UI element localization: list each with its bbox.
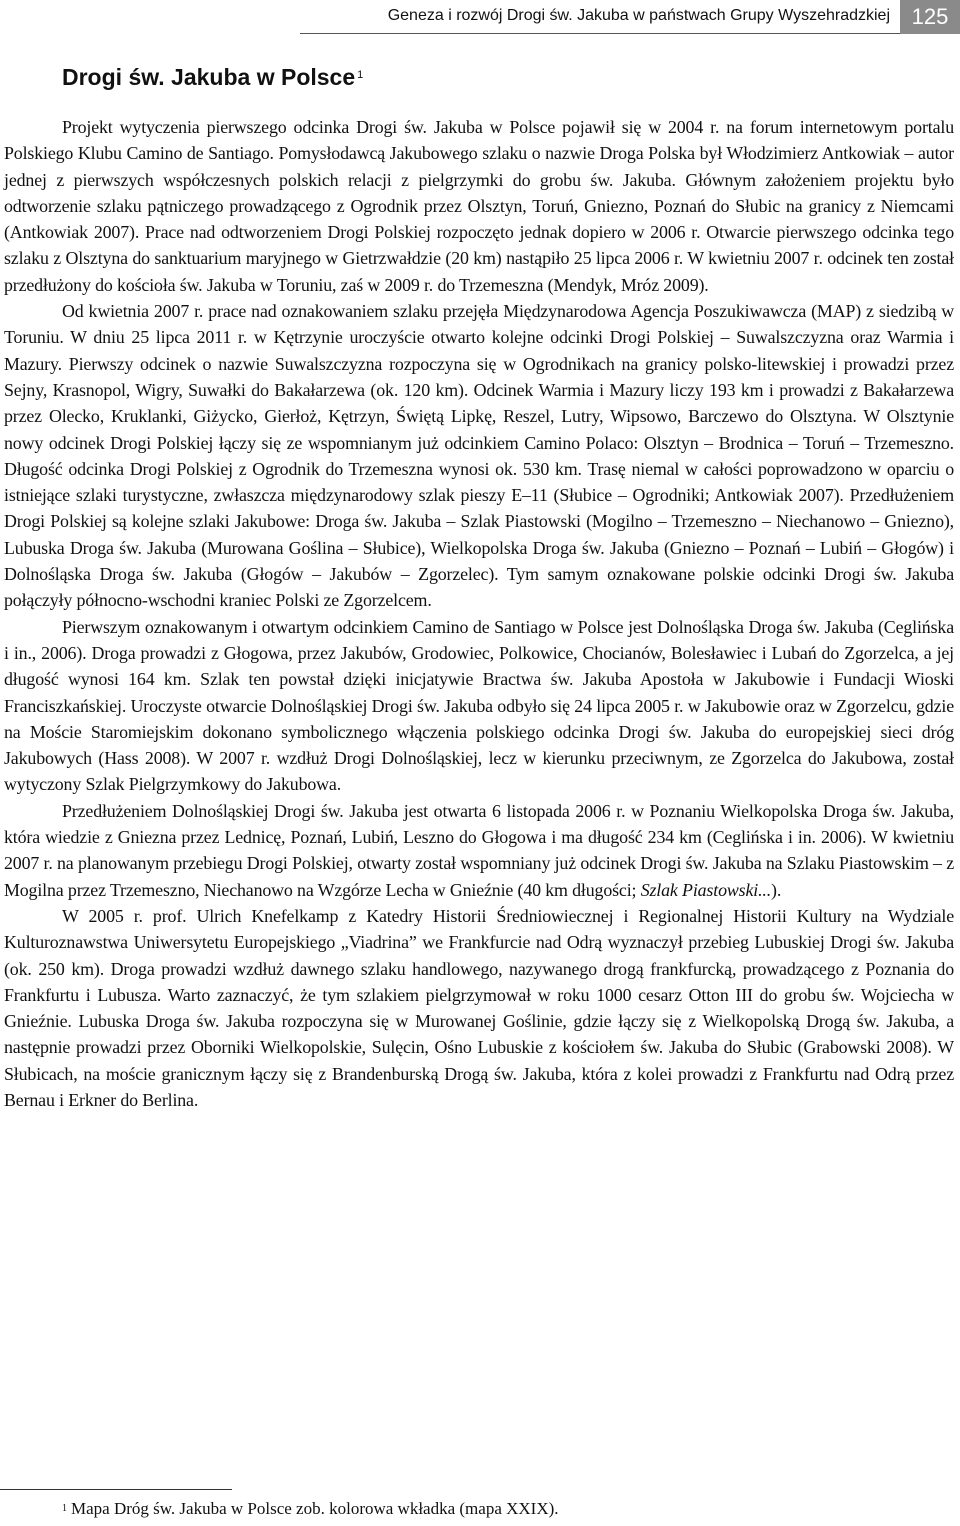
footnote-reference: 1 [357, 69, 364, 81]
running-header [300, 0, 900, 34]
paragraph-4-italic: Szlak Piastowski... [640, 879, 772, 900]
paragraph-1: Projekt wytyczenia pierwszego odcinka Drogi św. Jakuba w Polsce pojawił się w 2004 r. na forum internetowym portalu Polskiego Klubu Camino de Santiago. Pomysłodawcą Jakubowego szlaku o nazwie Droga Polska był Włodzimierz Antkowiak – autor jednej z pierwszych współczesnych polskich relacji z pielgrzymki do grobu św. Jakuba. Głównym założeniem projektu było odtworzenie szlaku pątniczego prowadzącego z Ogrodnik przez Olsztyn, Toruń, Gniezno, Poznań do Słubic na granicy z Niemcami (Antkowiak 2007). Prace nad odtworzeniem Drogi Polskiej rozpoczęto jednak dopiero w 2006 r. Otwarcie pierwszego odcinka tego szlaku z Olsztyna do sanktuarium maryjnego w Gietrzwałdzie (20 km) nastąpiło 25 lipca 2006 r. W kwietniu 2007 r. odcinek ten został przedłużony do kościoła św. Jakuba w Toruniu, zaś w 2009 r. do Trzemeszna (Mendyk, Mróz 2009). [4, 117, 954, 295]
footnote-marker: 1 [62, 1503, 67, 1514]
footnote-text: Mapa Dróg św. Jakuba w Polsce zob. kolorowa wkładka (mapa XXIX). [71, 1499, 559, 1518]
body-text [4, 114, 954, 1113]
page-number: 125 [900, 0, 960, 34]
paragraph-4 [4, 798, 954, 903]
paragraph-5: W 2005 r. prof. Ulrich Knefelkamp z Katedry Historii Średniowiecznej i Regionalnej Historii Kultury na Wydziale Kulturoznawstwa Uniwersytetu Europejskiego „Viadrina” we Frankfurcie nad Odrą wyznaczył przebieg Lubuskiej Drogi św. Jakuba (ok. 250 km). Droga prowadzi wzdłuż dawnego szlaku handlowego, nazywanego drogą frankfurcką, prowadzącego z Poznania do Frankfurtu i Lubusza. Warto zaznaczyć, że tym szlakiem pielgrzymował w roku 1000 cesarz Otton III do grobu św. Wojciecha w Gnieźnie. Lubuska Droga św. Jakuba rozpoczyna się w Murowanej Goślinie, gdzie łączy się z Wielkopolską Drogą św. Jakuba, a następnie prowadzi przez Oborniki Wielkopolskie, Sulęcin, Ośno Lubuskie z kościołem św. Jakuba do Słubic (Grabowski 2008). W Słubicach, na moście granicznym łączy się z Brandenburską Drogą św. Jakuba, która z kolei prowadzi z Frankfurtu nad Odrą przez Bernau i Erkner do Berlina. [4, 905, 954, 1110]
paragraph-4-tail: ). [771, 879, 782, 900]
paragraph-4-text: Przedłużeniem Dolnośląskiej Drogi św. Jakuba jest otwarta 6 listopada 2006 r. w Poznaniu Wielkopolska Droga św. Jakuba, która wiedzie z Gniezna przez Lednicę, Poznań, Lubiń, Leszno do Głogowa i ma długość 234 km (Ceglińska i in. 2006). W kwietniu 2007 r. na planowanym przebiegu Drogi Polskiej, otwarty został wspomniany już odcinek Drogi św. Jakuba na Szlaku Piastowskim – z Mogilna przez Trzemeszno, Niechanowo na Wzgórze Lecha w Gnieźnie (40 km długości; [4, 800, 954, 900]
running-header-title: Geneza i rozwój Drogi św. Jakuba w państwach Grupy Wyszehradzkiej [387, 7, 890, 24]
footnote [62, 1498, 559, 1520]
section-title-text: Drogi św. Jakuba w Polsce [62, 64, 356, 90]
paragraph-2: Od kwietnia 2007 r. prace nad oznakowaniem szlaku przejęła Międzynarodowa Agencja Poszukiwawcza (MAP) z siedzibą w Toruniu. W dniu 25 lipca 2011 r. w Kętrzynie uroczyście otwarto kolejne odcinki Drogi Polskiej – Suwalszczyzna oraz Warmia i Mazury. Pierwszy odcinek o nazwie Suwalszczyzna rozpoczyna się w Ogrodnikach na granicy polsko-litewskiej i prowadzi przez Sejny, Krasnopol, Wigry, Suwałki do Bakałarzewa (ok. 120 km). Odcinek Warmia i Mazury liczy 193 km i prowadzi z Bakałarzewa przez Olecko, Kruklanki, Giżycko, Gierłoż, Kętrzyn, Świętą Lipkę, Reszel, Lutry, Wipsowo, Barczewo do Olsztyna. W Olsztynie nowy odcinek Drogi Polskiej łączy się ze wspomnianym już odcinkiem Camino Polaco: Olsztyn – Brodnica – Toruń – Trzemeszno. Długość odcinka Drogi Polskiej z Ogrodnik do Trzemeszna wynosi ok. 530 km. Trasę niemal w całości poprowadzono w oparciu o istniejące szlaki turystyczne, zwłaszcza międzynarodowy szlak pieszy E–11 (Słubice – Ogrodniki; Antkowiak 2007). Przedłużeniem Drogi Polskiej są kolejne szlaki Jakubowe: Droga św. Jakuba – Szlak Piastowski (Mogilno – Trzemeszno – Niechanowo – Gniezno), Lubuska Droga św. Jakuba (Murowana Goślina – Słubice), Wielkopolska Droga św. Jakuba (Gniezno – Poznań – Lubiń – Głogów) i Dolnośląska Droga św. Jakuba (Głogów – Jakubów – Zgorzelec). Tym samym oznakowane polskie odcinki Drogi św. Jakuba połączyły północno-wschodni kraniec Polski ze Zgorzelcem. [4, 301, 954, 611]
paragraph-3: Pierwszym oznakowanym i otwartym odcinkiem Camino de Santiago w Polsce jest Dolnośląska Droga św. Jakuba (Ceglińska i in., 2006). Droga prowadzi z Głogowa, przez Jakubów, Grodowiec, Polkowice, Chocianów, Bolesławiec i Lubań do Zgorzelca, a jej długość wynosi 164 km. Szlak ten powstał dzięki inicjatywie Bractwa św. Jakuba Apostoła w Jakubowie i Fundacji Wioski Franciszkańskiej. Uroczyste otwarcie Dolnośląskiej Drogi św. Jakuba odbyło się 24 lipca 2005 r. w Jakubowie oraz w Zgorzelcu, gdzie na Moście Staromiejskim dokonano symbolicznego włączenia polskiego odcinka Drogi św. Jakuba do europejskiej sieci dróg Jakubowych (Hass 2008). W 2007 r. wzdłuż Drogi Dolnośląskiej, lecz w kierunku przeciwnym, ze Zgorzelca do Jakubowa, został wytyczony Szlak Pielgrzymkowy do Jakubowa. [4, 616, 954, 795]
section-title [62, 62, 363, 92]
footnote-divider [0, 1489, 232, 1490]
